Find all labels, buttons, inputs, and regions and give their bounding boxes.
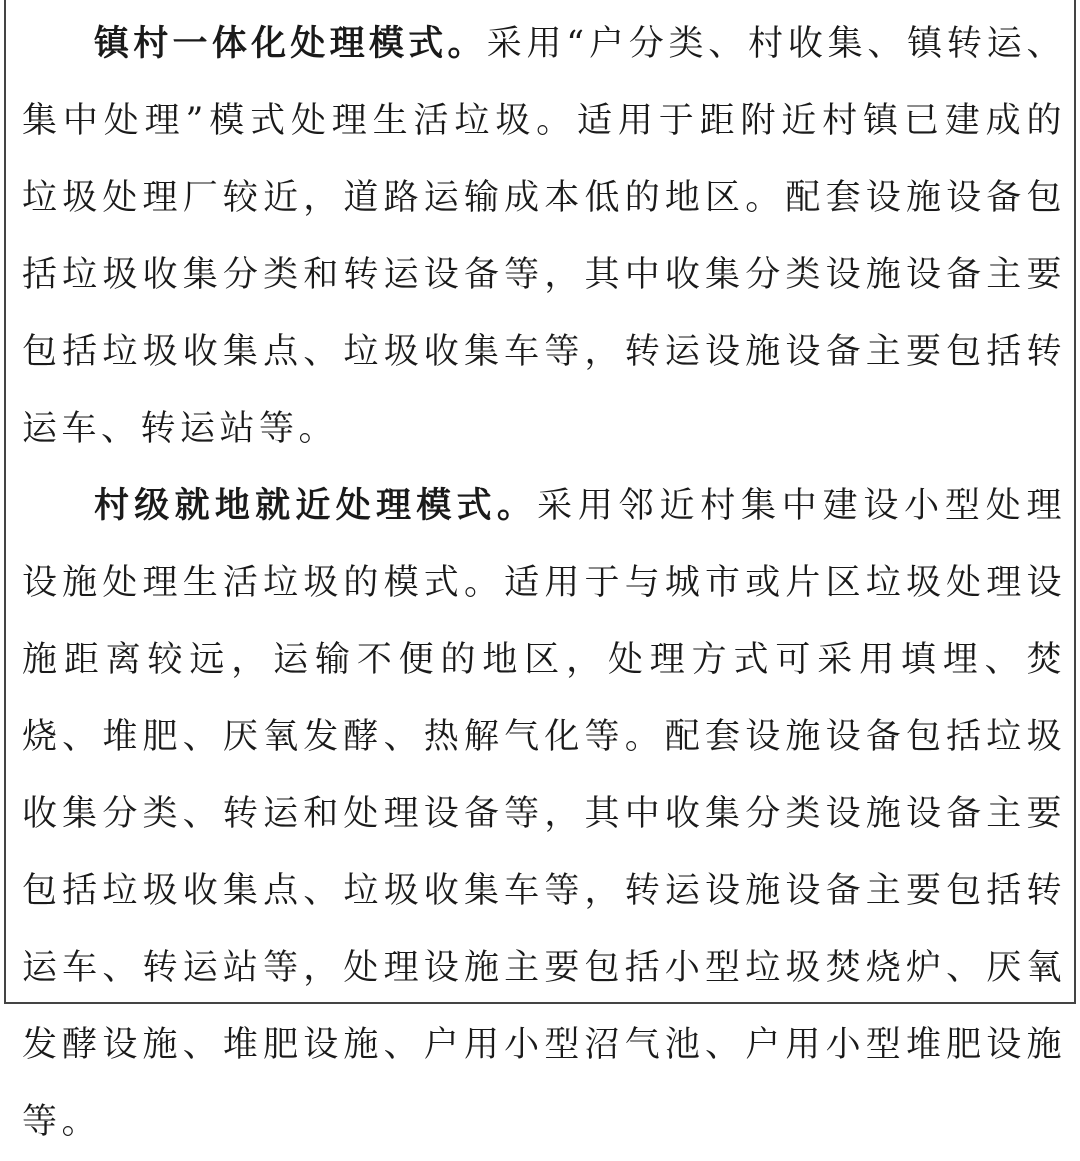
paragraph-lead-heading: 村级就地就近处理模式。 [94, 486, 538, 526]
paragraph-town-village-mode [22, 6, 1066, 468]
document-page [4, 0, 1076, 1142]
paragraph-body-text: 采用“户分类、村收集、镇转运、集中处理”模式处理生活垃圾。适用于距附近村镇已建成的垃圾处理厂较近，道路运输成本低的地区。配套设施设备包括垃圾收集分类和转运设备等，其中收集分类设施设备主要包括垃圾收集点、垃圾收集车等，转运设施设备主要包括转运车、转运站等。 [22, 24, 1066, 449]
paragraph-body-text: 采用邻近村集中建设小型处理设施处理生活垃圾的模式。适用于与城市或片区垃圾处理设施距离较远，运输不便的地区，处理方式可采用填埋、焚烧、堆肥、厌氧发酵、热解气化等。配套设施设备包括垃圾收集分类、转运和处理设备等，其中收集分类设施设备主要包括垃圾收集点、垃圾收集车等，转运设施设备主要包括转运车、转运站等，处理设施主要包括小型垃圾焚烧炉、厌氧发酵设施、堆肥设施、户用小型沼气池、户用小型堆肥设施等。 [22, 486, 1066, 1142]
paragraph-lead-heading: 镇村一体化处理模式。 [94, 24, 487, 64]
paragraph-village-local-mode [22, 468, 1066, 1161]
document-body [22, 6, 1066, 1161]
